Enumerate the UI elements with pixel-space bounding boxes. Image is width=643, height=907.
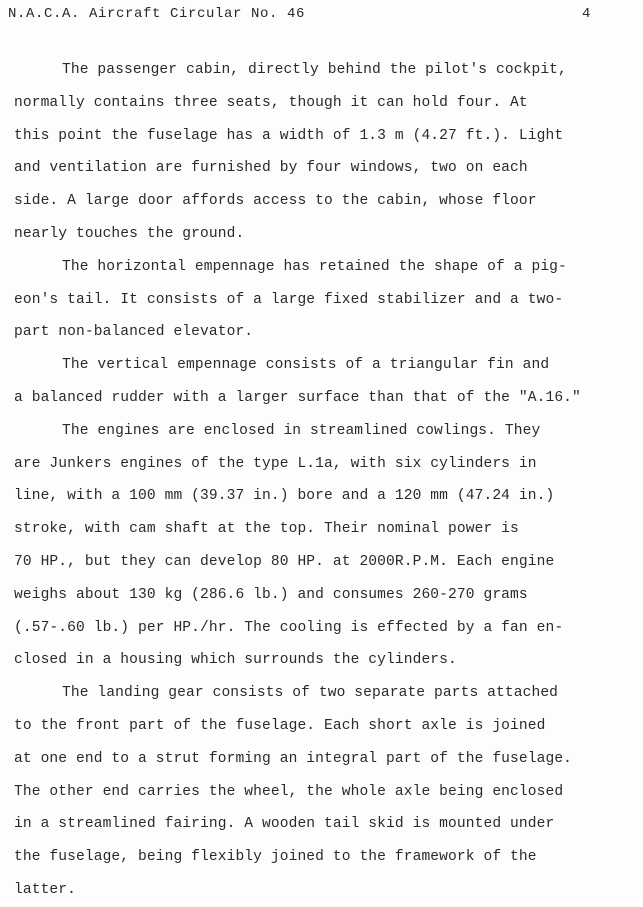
text-line: The vertical empennage consists of a triangular fin and [62,357,550,374]
text-line: a balanced rudder with a larger surface than that of the "A.16." [14,389,581,406]
text-line: are Junkers engines of the type L.1a, with six cylinders in [14,455,537,472]
text-line: latter. [14,881,77,898]
text-line: weighs about 130 kg (286.6 lb.) and consumes 260-270 grams [14,586,528,603]
text-line: The other end carries the wheel, the whole axle being enclosed [14,783,564,800]
text-line: the fuselage, being flexibly joined to the framework of the [14,849,537,866]
text-line: The passenger cabin, directly behind the pilot's cockpit, [62,62,567,78]
text-line: The engines are enclosed in streamlined cowlings. They [62,422,541,439]
text-line: to the front part of the fuselage. Each short axle is joined [14,717,546,734]
body-text [14,54,630,907]
text-line: 70 HP., but they can develop 80 HP. at 2000R.P.M. Each engine [14,553,555,570]
page-header [8,6,591,28]
page-number: 4 [581,6,591,22]
text-line: closed in a housing which surrounds the cylinders. [14,652,457,669]
text-line: nearly touches the ground. [14,225,245,242]
text-line: stroke, with cam shaft at the top. Their nominal power is [14,521,519,538]
text-line: eon's tail. It consists of a large fixed stabilizer and a two- [14,291,564,308]
text-line: (.57-.60 lb.) per HP./hr. The cooling is effected by a fan en- [14,619,564,636]
text-line: The horizontal empennage has retained the shape of a pig- [62,258,567,275]
text-line: side. A large door affords access to the cabin, whose floor [14,193,537,210]
text-line: line, with a 100 mm (39.37 in.) bore and a 120 mm (47.24 in.) [14,488,555,505]
text-line: normally contains three seats, though it can hold four. At [14,94,528,111]
header-title: N.A.C.A. Aircraft Circular No. 46 [8,6,306,22]
text-line: The landing gear consists of two separate parts attached [62,685,559,702]
text-line: this point the fuselage has a width of 1.3 m (4.27 ft.). Light [14,127,564,144]
text-line: part non-balanced elevator. [14,324,254,341]
text-line: at one end to a strut forming an integral part of the fuselage. [14,750,573,767]
text-line: in a streamlined fairing. A wooden tail skid is mounted under [14,816,555,833]
text-line: and ventilation are furnished by four windows, two on each [14,160,528,177]
